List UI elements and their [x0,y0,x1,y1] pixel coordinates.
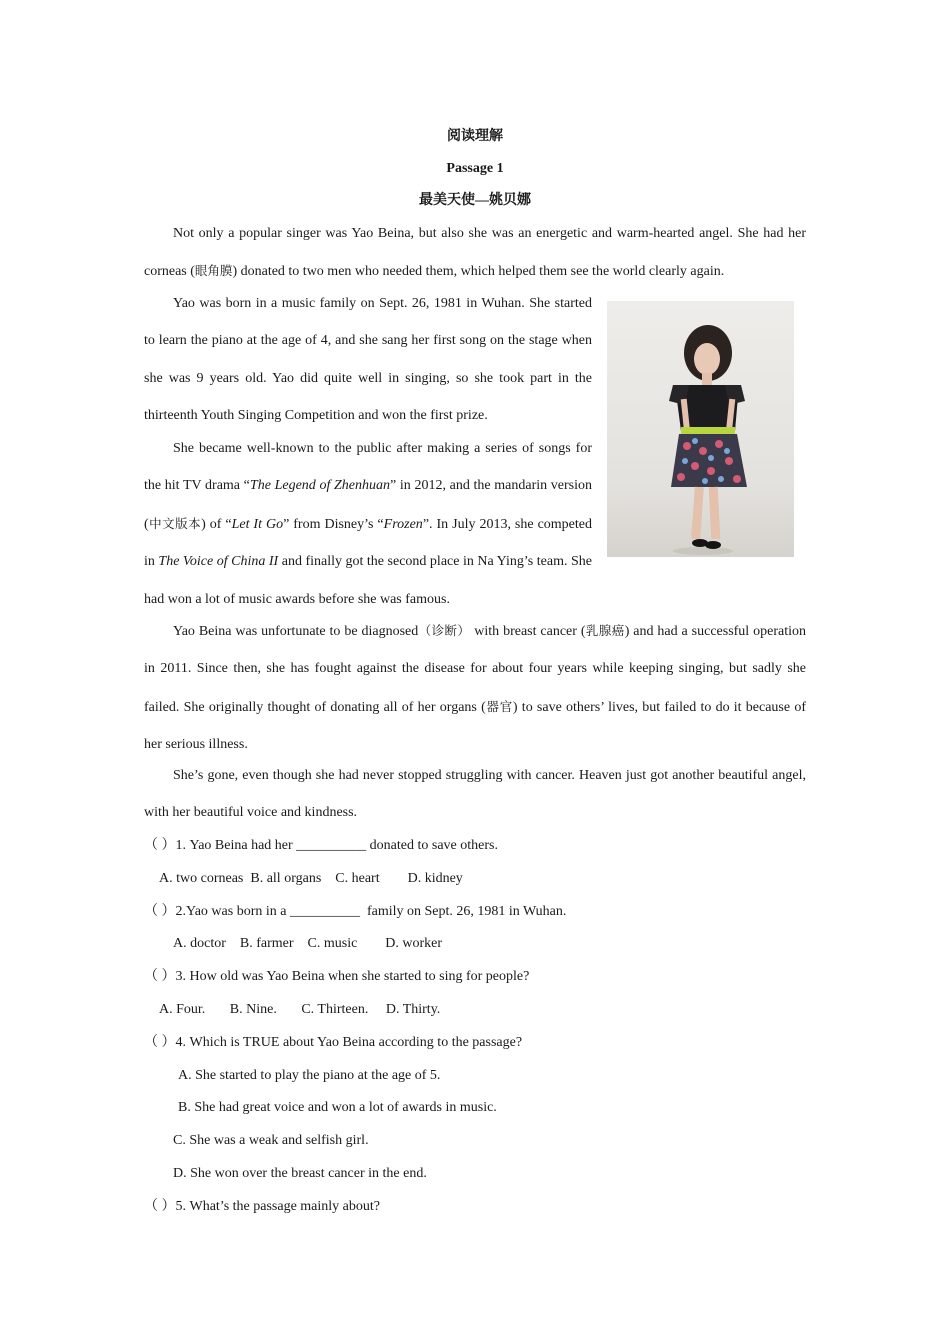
question-3-options: A. Four. B. Nine. C. Thirteen. D. Thirty. [159,1002,441,1017]
paragraph-2: Yao was born in a music family on Sept. 26, 1981 in Wuhan. She started to learn the piano at the age of 4, and she sang her first song on the stage when she was 9 years old. Yao did quite well in singing, so she took part in the thirteenth Youth Singing Competition and won the first prize. [144,296,592,424]
singer-photo-illustration [607,301,794,557]
singer-photo [607,301,794,557]
page-title: 阅读理解 [447,129,503,144]
paragraph-1: Not only a popular singer was Yao Beina, but also she was an energetic and warm-hearted angel. She had her corneas (眼角膜) donated to two men who needed them, which helped them see the world clearly again. [144,226,806,280]
question-4-option-a: A. She started to play the piano at the age of 5. [178,1068,441,1083]
question-3: （ ）3. How old was Yao Beina when she started to sing for people? [144,969,530,984]
paragraph-4: Yao Beina was unfortunate to be diagnosed（诊断） with breast cancer (乳腺癌) and had a successful operation in 2011. Since then, she has fought against the disease for about four years while keeping singing, but sadly she failed. She originally thought of donating all of her organs (器官) to save others’ lives, but failed to do it because of her serious illness. [144,623,806,753]
question-4-option-d: D. She won over the breast cancer in the end. [173,1166,427,1181]
question-5: （ ）5. What’s the passage mainly about? [144,1199,380,1214]
question-2-options: A. doctor B. farmer C. music D. worker [173,936,443,951]
paragraph-5: She’s gone, even though she had never stopped struggling with cancer. Heaven just got another beautiful angel, with her beautiful voice and kindness. [144,768,806,821]
passage-label: Passage 1 [446,161,504,176]
question-4-option-c: C. She was a weak and selfish girl. [173,1133,369,1148]
question-2: （ ）2.Yao was born in a __________ family on Sept. 26, 1981 in Wuhan. [144,904,567,919]
paragraph-3: She became well-known to the public after making a series of songs for the hit TV drama “The Legend of Zhenhuan” in 2012, and the mandarin version (中文版本) of “Let It Go” from Disney’s “Frozen”. In July 2013, she competed in The Voice of China II and finally got the second place in Na Ying’s team. She had won a lot of music awards before she was famous. [144,441,593,607]
question-1: （ ）1. Yao Beina had her __________ donated to save others. [144,838,498,853]
question-1-options: A. two corneas B. all organs C. heart D. kidney [159,871,463,886]
passage-title: 最美天使—姚贝娜 [419,193,531,208]
question-4-option-b: B. She had great voice and won a lot of awards in music. [178,1100,497,1115]
question-4: （ ）4. Which is TRUE about Yao Beina according to the passage? [144,1035,523,1050]
